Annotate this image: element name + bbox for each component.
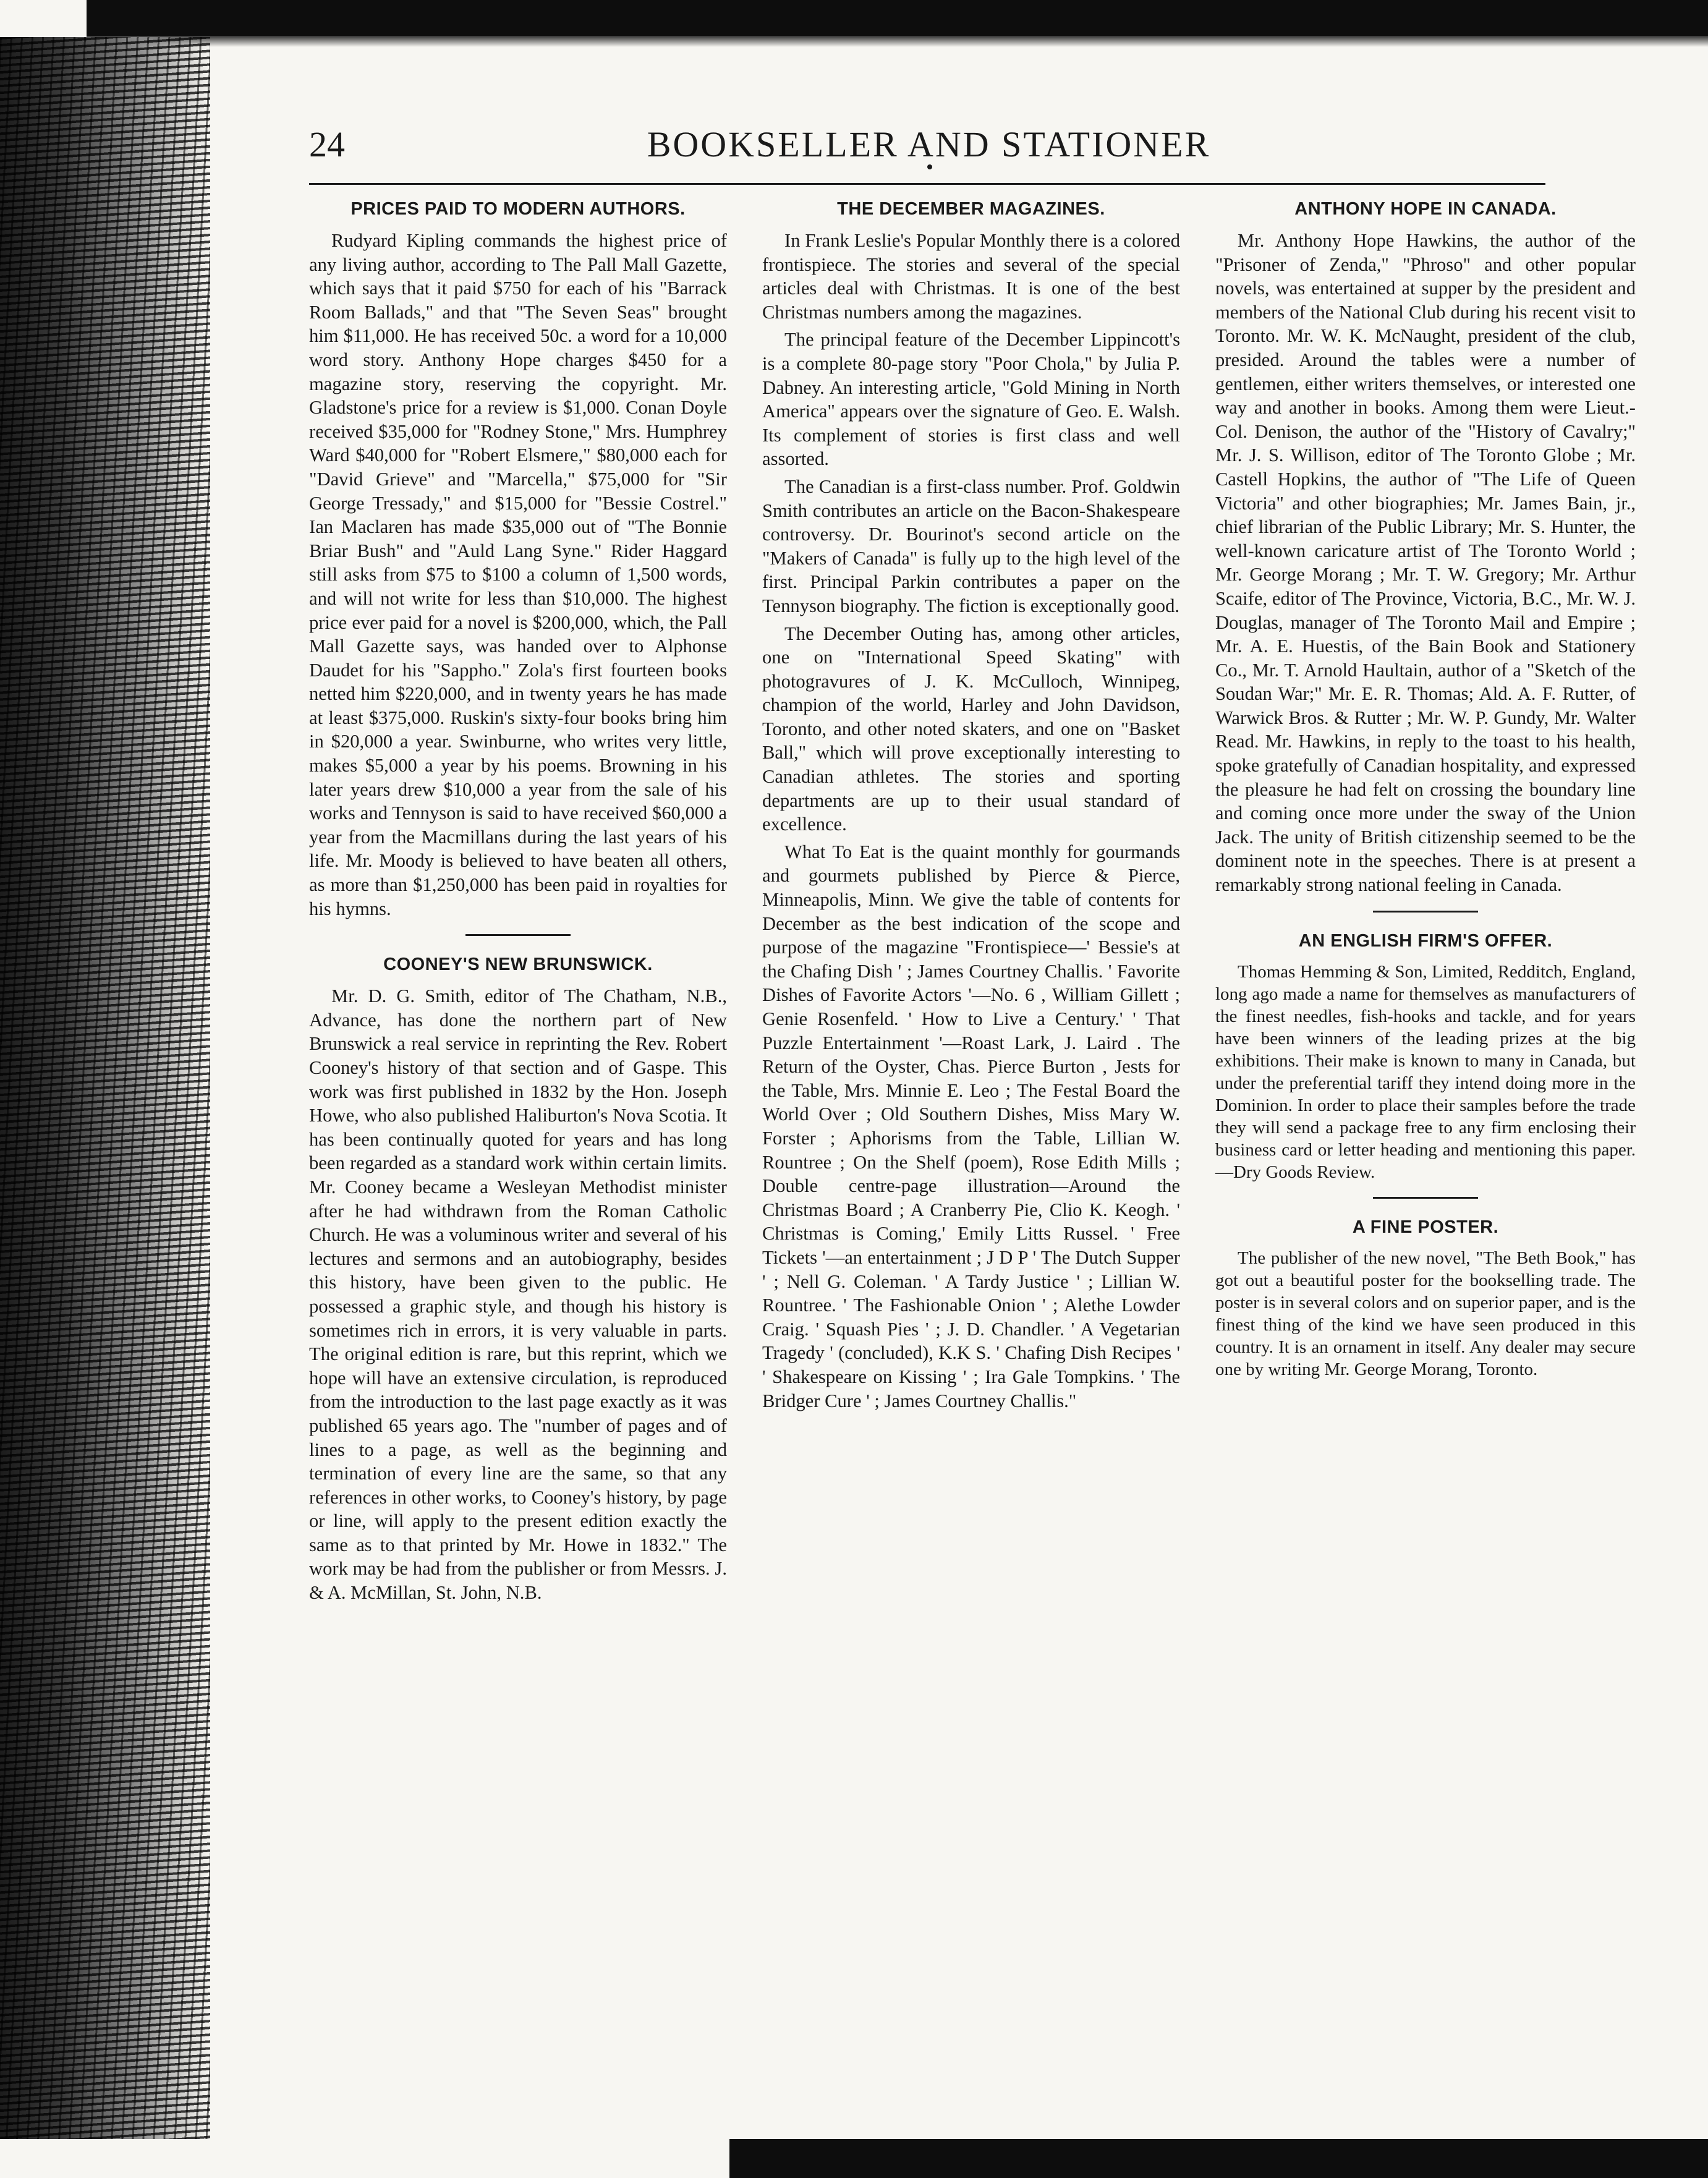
article-heading: AN ENGLISH FIRM'S OFFER.	[1298, 930, 1553, 951]
article-cooney	[309, 952, 727, 1604]
scan-bottom-border	[729, 2139, 1708, 2178]
article-heading: COONEY'S NEW BRUNSWICK.	[383, 955, 653, 975]
article-separator-rule	[1373, 911, 1478, 912]
article-paragraph: Mr. D. G. Smith, editor of The Chatham, N.B., Advance, has done the northern part of New Brunswick a real service in reprinting the Rev. Robert Cooney's history of that section and of Gaspe. This work was first published in 1832 by the Hon. Joseph Howe, who also published Haliburton's Nova Scotia. It has been continually quoted for years and has long been regarded as a standard work within certain limits. Mr. Cooney became a Wesleyan Methodist minister after he had withdrawn from the Roman Catholic Church. He was a voluminous writer and several of his lectures and sermons and an autobiography, besides this history, have been given to the public. He possessed a graphic style, and though his history is sometimes rich in errors, it is very valuable in parts. The original edition is rare, but this reprint, which we hope will have an extensive circulation, is reproduced from the introduction to the last page exactly as it was published 65 years ago. The "number of pages and of lines to a page, as well as the beginning and termination of every line are the same, so that any references in other works, to Cooney's history, by page or line, will apply to the present edition exactly the same as to that printed by Mr. Howe in 1832." The work may be had from the publisher or from Messrs. J. & A. McMillan, St. John, N.B.	[309, 985, 727, 1604]
article-december-magazines	[762, 197, 1180, 1413]
article-heading: THE DECEMBER MAGAZINES.	[837, 199, 1105, 219]
article-paragraph: What To Eat is the quaint monthly for gourmands and gourmets published by Pierce & Pierce, Minneapolis, Minn. We give the table of contents for December as the best indication of the scope and purpose of the magazine "Frontispiece—' Bessie's at the Chafing Dish ' ; James Courtney Challis. ' Favorite Dishes of Favorite Actors '—No. 6 , William Gillett ; Genie Rosenfeld. ' How to Live a Century.' ' That Puzzle Entertainment '—Roast Lark, J. Laird . The Return of the Oyster, Chas. Pierce Burton , Jests for the Table, Mrs. Minnie E. Leo ; The Festal Board the World Over ; Old Southern Dishes, Miss Mary W. Forster ; Aphorisms from the Table, Lillian W. Rountree ; On the Shelf (poem), Rose Edith Mills ; Double centre-page illustration—Around the Christmas Board ; A Cranberry Pie, Clio K. Keogh. ' Christmas is Coming,' Emily Litts Russel. ' Free Tickets '—an entertainment ; J D P ' The Dutch Supper ' ; Nell G. Coleman. ' A Tardy Justice ' ; Lillian W. Rountree. ' The Fashionable Onion ' ; Alethe Lowder Craig. ' Squash Pies ' ; J. D. Chandler. ' A Vegetarian Tragedy ' (concluded), K.K S. ' Chafing Dish Recipes ' ' Shakespeare on Kissing ' ; Ira Gale Tompkins. ' The Bridger Cure ' ; James Courtney Challis."	[762, 841, 1180, 1411]
article-heading: PRICES PAID TO MODERN AUTHORS.	[351, 199, 686, 219]
scan-top-shadow	[87, 36, 1708, 47]
article-paragraph: Rudyard Kipling commands the highest price of any living author, according to The Pall Mall Gazette, which says that it paid $750 for each of his "Barrack Room Ballads," and that "The Seven Seas" brought him $11,000. He has received 50c. a word for a 10,000 word story. Anthony Hope charges $450 for a magazine story, reserving the copyright. Mr. Gladstone's price for a review is $1,000. Conan Doyle received $35,000 for "Rodney Stone," Mrs. Humphrey Ward $40,000 for "Robert Elsmere," $80,000 each for "David Grieve" and "Marcella," $75,000 for "Sir George Tressady," and $15,000 for "Bessie Costrel." Ian Maclaren has made $35,000 out of "The Bonnie Briar Bush" and "Auld Lang Syne." Rider Haggard still asks from $75 to $100 a column of 1,500 words, and will not write for less than $10,000. The highest price ever paid for a novel is $200,000, which, the Pall Mall Gazette says, was handed over to Alphonse Daudet for his "Sappho." Zola's first fourteen books netted him $220,000, and in twenty years he has made at least $375,000. Ruskin's sixty-four books bring him in $20,000 a year. Swinburne, who writes very little, makes $5,000 a year by his poems. Browning in his later years drew $10,000 a year from the sale of his works and Tennyson is said to have received $60,000 a year from the Macmillans during the last years of his life. Mr. Moody is believed to have beaten all others, as more than $1,250,000 has been paid in royalties for his hymns.	[309, 230, 727, 919]
article-paragraph: The publisher of the new novel, "The Beth Book," has got out a beautiful poster for the bookselling trade. The poster is in several colors and on superior paper, and is the finest thing of the kind we have seen produced in this country. It is an ornament in itself. Any dealer may secure one by writing Mr. George Morang, Toronto.	[1215, 1248, 1636, 1379]
article-prices-paid	[309, 197, 727, 921]
article-separator-rule	[465, 934, 571, 936]
article-paragraph: Thomas Hemming & Son, Limited, Redditch, England, long ago made a name for themselves as manufacturers of the finest needles, fish-hooks and tackle, and for years have been winners of the leading prizes at the big exhibitions. Their make is known to many in Canada, but under the preferential tariff they intend doing more in the Dominion. In order to place their samples before the trade they will send a package free to any firm enclosing their business card or letter heading and mentioning this paper.—Dry Goods Review.	[1215, 961, 1636, 1182]
article-paragraph: The principal feature of the December Lippincott's is a complete 80-page story "Poor Chola," by Julia P. Dabney. An interesting article, "Gold Mining in North America" appears over the signature of Geo. E. Walsh. Its complement of stories is first class and well assorted.	[762, 329, 1180, 470]
article-english-firm	[1215, 929, 1636, 1183]
page-number: 24	[309, 124, 345, 164]
header-ornament-dot	[927, 164, 932, 169]
article-paragraph: Mr. Anthony Hope Hawkins, the author of the "Prisoner of Zenda," "Phroso" and other popular novels, was entertained at supper by the president and members of the National Club during his recent visit to Toronto. Mr. W. K. McNaught, president of the club, presided. Around the tables were a number of gentlemen, either writers themselves, or interested one way and another in books. Among them were Lieut.-Col. Denison, the author of the "History of Cavalry;" Mr. J. S. Willison, editor of The Toronto Globe ; Mr. Castell Hopkins, the author of "The Life of Queen Victoria" and other biographies; Mr. James Bain, jr., chief librarian of the Public Library; Mr. S. Hunter, the well-known caricature artist of The Toronto World ; Mr. George Morang ; Mr. T. W. Gregory; Mr. Arthur Scaife, editor of The Province, Victoria, B.C., Mr. W. J. Douglas, manager of The Toronto Mail and Empire ; Mr. A. E. Huestis, of the Bain Book and Stationery Co., Mr. T. Arnold Haultain, author of a "Sketch of the Soudan War;" Mr. E. R. Thomas; Ald. A. F. Rutter, of Warwick Bros. & Rutter ; Mr. W. P. Gundy, Mr. Walter Read. Mr. Hawkins, in reply to the toast to his health, spoke gratefully of Canadian hospitality, and expressed the pleasure he had felt on crossing the boundary line and coming once more under the sway of the Union Jack. The unity of British citizenship seemed to be the dominent note in the speeches. There is at present a remarkably strong national feeling in Canada.	[1215, 230, 1636, 896]
scan-binding-edge	[0, 37, 210, 2139]
article-separator-rule	[1373, 1197, 1478, 1199]
article-fine-poster	[1215, 1215, 1636, 1380]
running-title: BOOKSELLER AND STATIONER	[647, 124, 1211, 164]
article-paragraph: The December Outing has, among other articles, one on "International Speed Skating" with photogravures of J. K. McCulloch, Winnipeg, champion of the world, Harley and John Davidson, Toronto, and other noted skaters, and one on "Basket Ball," which will prove exceptionally interesting to Canadian athletes. The stories and sporting departments are up to their usual standard of excellence.	[762, 623, 1180, 835]
article-anthony-hope	[1215, 197, 1636, 897]
article-paragraph: In Frank Leslie's Popular Monthly there is a colored frontispiece. The stories and several of the special articles deal with Christmas. It is one of the best Christmas numbers among the magazines.	[762, 230, 1180, 323]
article-paragraph: The Canadian is a first-class number. Prof. Goldwin Smith contributes an article on the Bacon-Shakespeare controversy. Dr. Bourinot's second article on the "Makers of Canada" is fully up to the high level of the first. Principal Parkin contributes a paper on the Tennyson biography. The fiction is exceptionally good.	[762, 475, 1180, 616]
column-2	[762, 197, 1180, 1416]
scan-top-border	[87, 0, 1708, 36]
article-heading: A FINE POSTER.	[1352, 1217, 1499, 1237]
article-heading: ANTHONY HOPE IN CANADA.	[1294, 199, 1557, 219]
column-1	[309, 197, 727, 1609]
column-3	[1215, 197, 1636, 1384]
page-header	[309, 124, 1549, 173]
header-rule	[309, 183, 1545, 185]
